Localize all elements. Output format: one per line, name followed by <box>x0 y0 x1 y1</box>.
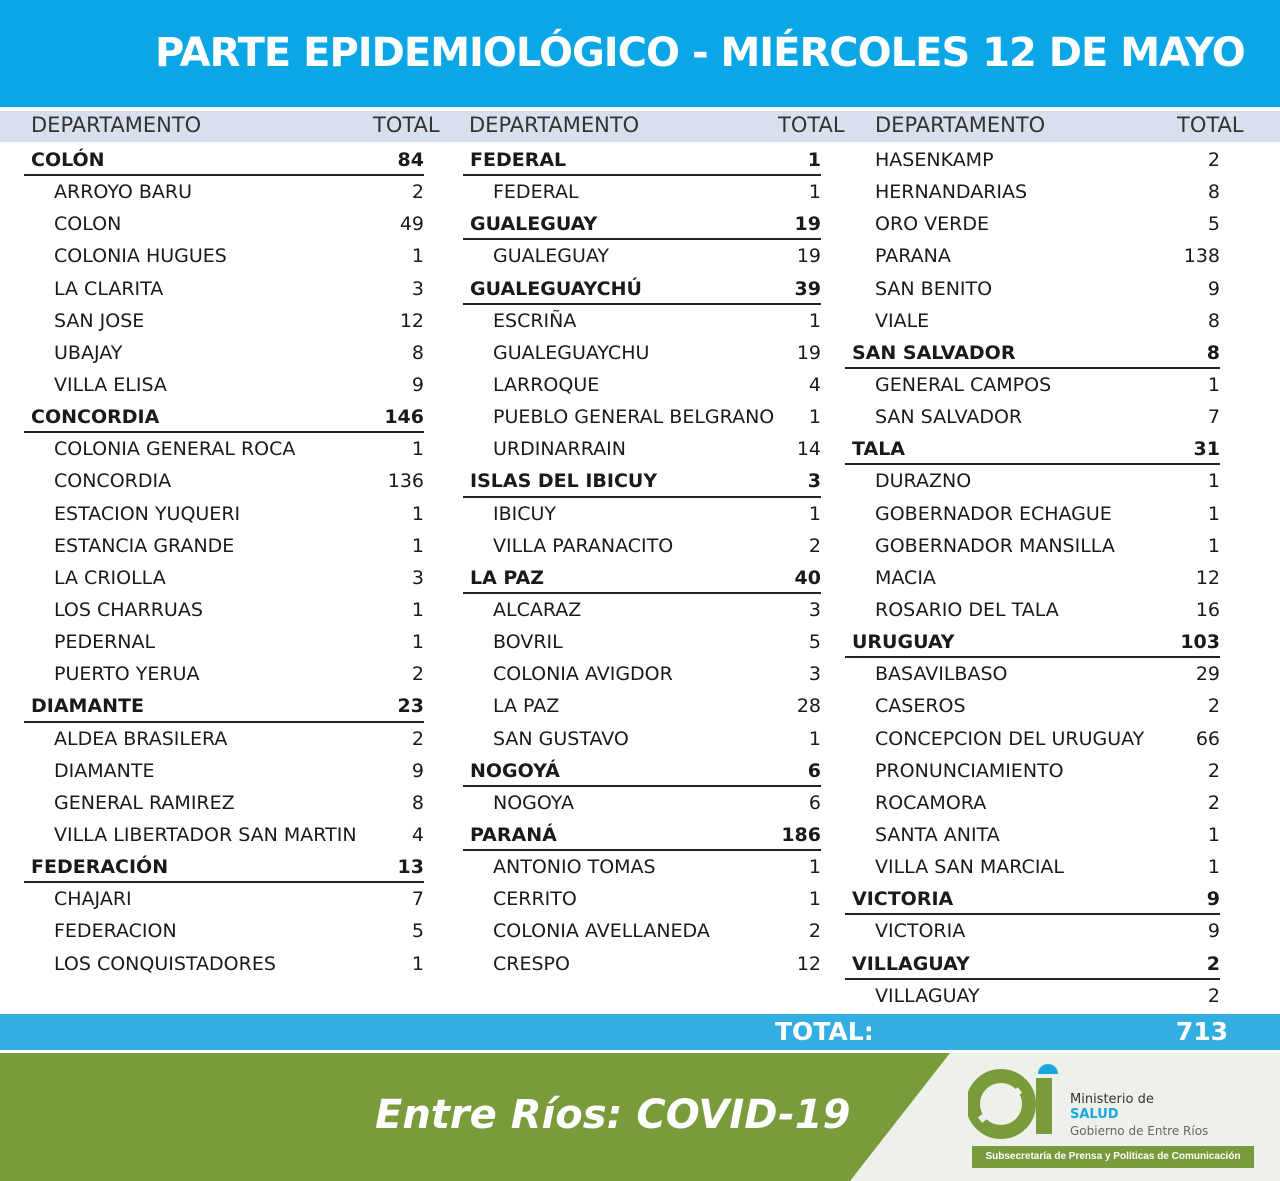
row-total: 3 <box>411 566 424 589</box>
locality-row <box>463 626 821 658</box>
row-name: LA CLARITA <box>54 277 164 300</box>
row-name: ISLAS DEL IBICUY <box>470 470 658 493</box>
row-name: VIALE <box>875 309 930 332</box>
department-row <box>24 851 424 883</box>
row-name: TALA <box>852 438 906 461</box>
locality-row <box>845 980 1220 1012</box>
row-total: 19 <box>796 245 821 268</box>
locality-row <box>845 208 1220 240</box>
row-total: 2 <box>1207 695 1220 718</box>
row-name: SAN GUSTAVO <box>493 727 629 750</box>
row-name: ROCAMORA <box>875 791 987 814</box>
col1-header-total: TOTAL <box>373 113 440 137</box>
row-total: 28 <box>796 695 821 718</box>
row-total: 29 <box>1195 663 1220 686</box>
row-name: GOBERNADOR MANSILLA <box>875 534 1115 557</box>
row-total: 1 <box>411 502 424 525</box>
row-total: 66 <box>1195 727 1220 750</box>
row-name: MACIA <box>875 566 936 589</box>
row-total: 14 <box>796 438 821 461</box>
row-total: 4 <box>411 823 424 846</box>
row-total: 2 <box>1207 791 1220 814</box>
row-total: 31 <box>1193 438 1220 461</box>
row-name: PRONUNCIAMIENTO <box>875 759 1064 782</box>
department-row <box>24 690 424 722</box>
row-name: DURAZNO <box>875 470 972 493</box>
row-name: HASENKAMP <box>875 149 994 171</box>
department-row <box>463 562 821 594</box>
row-name: NOGOYÁ <box>470 759 560 782</box>
row-name: ESTACION YUQUERI <box>54 502 241 525</box>
row-total: 9 <box>1207 277 1220 300</box>
locality-row <box>24 337 424 369</box>
locality-row <box>463 723 821 755</box>
row-name: VILLAGUAY <box>852 952 970 975</box>
footer-slogan: Entre Ríos: COVID-19 <box>375 1092 851 1138</box>
locality-row <box>463 787 821 819</box>
row-total: 2 <box>808 920 821 943</box>
row-total: 1 <box>411 952 424 975</box>
row-total: 2 <box>808 534 821 557</box>
row-total: 2 <box>1207 149 1220 171</box>
row-total: 23 <box>397 695 424 718</box>
row-name: IBICUY <box>493 502 557 525</box>
locality-row <box>463 594 821 626</box>
row-total: 9 <box>1206 888 1220 911</box>
row-name: CRESPO <box>493 952 570 975</box>
row-total: 12 <box>1195 566 1220 589</box>
row-total: 1 <box>411 631 424 654</box>
row-name: COLON <box>54 213 122 236</box>
row-name: CONCEPCION DEL URUGUAY <box>875 727 1145 750</box>
locality-row <box>24 658 424 690</box>
row-total: 5 <box>808 631 821 654</box>
row-total: 3 <box>808 598 821 621</box>
col3-header-total: TOTAL <box>1177 113 1244 137</box>
row-total: 9 <box>411 373 424 396</box>
row-total: 8 <box>1206 341 1220 364</box>
locality-row <box>463 305 821 337</box>
row-name: URDINARRAIN <box>493 438 626 461</box>
row-total: 1 <box>808 309 821 332</box>
row-total: 2 <box>1207 984 1220 1007</box>
row-name: URUGUAY <box>852 631 955 654</box>
row-total: 1 <box>807 149 821 171</box>
department-row <box>845 337 1220 369</box>
row-total: 1 <box>1207 534 1220 557</box>
row-total: 1 <box>808 181 821 204</box>
locality-row <box>24 240 424 272</box>
row-total: 2 <box>411 727 424 750</box>
row-name: VILLA SAN MARCIAL <box>875 856 1065 879</box>
row-name: PUEBLO GENERAL BELGRANO <box>493 406 775 429</box>
row-name: HERNANDARIAS <box>875 181 1028 204</box>
locality-row <box>463 915 821 947</box>
department-row <box>463 144 821 176</box>
row-name: ORO VERDE <box>875 213 989 236</box>
row-total: 1 <box>1207 502 1220 525</box>
row-name: BASAVILBASO <box>875 663 1008 686</box>
department-row <box>463 755 821 787</box>
row-total: 12 <box>399 309 424 332</box>
row-total: 13 <box>397 856 424 879</box>
row-name: ANTONIO TOMAS <box>493 856 656 879</box>
department-row <box>463 465 821 497</box>
row-name: ROSARIO DEL TALA <box>875 598 1059 621</box>
total-value: 713 <box>1175 1017 1228 1046</box>
total-label: TOTAL: <box>775 1017 874 1046</box>
locality-row <box>845 369 1220 401</box>
row-name: COLONIA GENERAL ROCA <box>54 438 296 461</box>
locality-row <box>463 240 821 272</box>
row-name: LARROQUE <box>493 373 600 396</box>
row-name: FEDERACION <box>54 920 177 943</box>
locality-row <box>24 819 424 851</box>
row-total: 8 <box>1207 309 1220 332</box>
locality-row <box>24 883 424 915</box>
locality-row <box>24 948 424 980</box>
row-total: 138 <box>1183 245 1220 268</box>
row-name: GENERAL RAMIREZ <box>54 791 235 814</box>
locality-row <box>463 176 821 208</box>
row-name: ALCARAZ <box>493 598 582 621</box>
row-name: GUALEGUAY <box>493 245 609 268</box>
row-name: LA PAZ <box>470 566 545 589</box>
row-name: DIAMANTE <box>54 759 155 782</box>
locality-row <box>463 690 821 722</box>
locality-row <box>463 658 821 690</box>
row-name: COLONIA AVIGDOR <box>493 663 673 686</box>
row-total: 12 <box>796 952 821 975</box>
row-name: BOVRIL <box>493 631 563 654</box>
locality-row <box>845 498 1220 530</box>
page-title: PARTE EPIDEMIOLÓGICO - MIÉRCOLES 12 DE MAYO <box>155 30 1245 76</box>
ministry-line-2: SALUD <box>1070 1107 1119 1122</box>
row-total: 49 <box>399 213 424 236</box>
locality-row <box>24 594 424 626</box>
row-total: 5 <box>411 920 424 943</box>
row-total: 8 <box>411 791 424 814</box>
row-total: 6 <box>808 791 821 814</box>
row-total: 4 <box>808 373 821 396</box>
locality-row <box>463 530 821 562</box>
row-total: 39 <box>794 277 821 300</box>
col1-header-dept: DEPARTAMENTO <box>31 113 202 137</box>
locality-row <box>463 883 821 915</box>
row-name: VILLA PARANACITO <box>493 534 674 557</box>
row-total: 1 <box>808 727 821 750</box>
row-name: UBAJAY <box>54 341 123 364</box>
row-total: 1 <box>808 502 821 525</box>
row-total: 9 <box>411 759 424 782</box>
locality-row <box>24 369 424 401</box>
row-total: 1 <box>411 534 424 557</box>
locality-row <box>24 465 424 497</box>
locality-row <box>845 562 1220 594</box>
locality-row <box>24 562 424 594</box>
row-name: VICTORIA <box>852 888 954 911</box>
row-total: 103 <box>1180 631 1220 654</box>
locality-row <box>845 144 1220 176</box>
locality-row <box>463 401 821 433</box>
column-3 <box>845 144 1220 1012</box>
row-name: ARROYO BARU <box>54 181 193 204</box>
department-row <box>24 144 424 176</box>
row-name: VILLA LIBERTADOR SAN MARTIN <box>54 823 357 846</box>
locality-row <box>24 305 424 337</box>
locality-row <box>463 498 821 530</box>
row-name: GENERAL CAMPOS <box>875 373 1052 396</box>
row-name: SANTA ANITA <box>875 823 1000 846</box>
row-name: PUERTO YERUA <box>54 663 200 686</box>
locality-row <box>463 948 821 980</box>
locality-row <box>24 915 424 947</box>
locality-row <box>463 851 821 883</box>
department-row <box>845 433 1220 465</box>
row-total: 19 <box>796 341 821 364</box>
row-name: GUALEGUAY <box>470 213 598 236</box>
column-1 <box>24 144 424 980</box>
locality-row <box>845 273 1220 305</box>
row-name: LOS CONQUISTADORES <box>54 952 276 975</box>
row-total: 7 <box>1207 406 1220 429</box>
row-total: 2 <box>411 663 424 686</box>
row-name: SAN SALVADOR <box>875 406 1023 429</box>
locality-row <box>24 530 424 562</box>
row-name: LOS CHARRUAS <box>54 598 203 621</box>
locality-row <box>24 273 424 305</box>
row-name: CONCORDIA <box>54 470 172 493</box>
locality-row <box>845 305 1220 337</box>
locality-row <box>463 433 821 465</box>
locality-row <box>24 176 424 208</box>
row-total: 2 <box>411 181 424 204</box>
locality-row <box>463 337 821 369</box>
row-name: SAN SALVADOR <box>852 341 1016 364</box>
locality-row <box>24 208 424 240</box>
locality-row <box>24 498 424 530</box>
locality-row <box>24 787 424 819</box>
row-name: ESCRIÑA <box>493 309 577 332</box>
locality-row <box>845 851 1220 883</box>
row-name: ALDEA BRASILERA <box>54 727 228 750</box>
col3-header-dept: DEPARTAMENTO <box>875 113 1046 137</box>
row-name: FEDERAL <box>470 149 567 171</box>
row-total: 1 <box>1207 823 1220 846</box>
row-total: 1 <box>1207 856 1220 879</box>
row-name: PEDERNAL <box>54 631 156 654</box>
col2-header-dept: DEPARTAMENTO <box>469 113 640 137</box>
ministry-line-1: Ministerio de <box>1070 1092 1154 1107</box>
row-name: NOGOYA <box>493 791 574 814</box>
row-total: 1 <box>1207 373 1220 396</box>
ministry-line-3: Gobierno de Entre Ríos <box>1070 1124 1209 1138</box>
row-name: LA CRIOLLA <box>54 566 166 589</box>
row-name: CONCORDIA <box>31 406 160 429</box>
row-name: CASEROS <box>875 695 966 718</box>
row-total: 19 <box>794 213 821 236</box>
department-row <box>463 208 821 240</box>
department-row <box>463 273 821 305</box>
locality-row <box>845 401 1220 433</box>
locality-row <box>845 176 1220 208</box>
row-total: 136 <box>387 470 424 493</box>
row-total: 3 <box>807 470 821 493</box>
row-total: 186 <box>781 823 821 846</box>
row-name: COLONIA AVELLANEDA <box>493 920 710 943</box>
er-logo-icon <box>968 1062 1068 1142</box>
row-name: FEDERAL <box>493 181 579 204</box>
row-name: VILLAGUAY <box>875 984 980 1007</box>
locality-row <box>845 240 1220 272</box>
row-name: CERRITO <box>493 888 577 911</box>
row-name: FEDERACIÓN <box>31 856 169 879</box>
row-name: GUALEGUAYCHU <box>493 341 650 364</box>
row-total: 1 <box>411 245 424 268</box>
row-name: GUALEGUAYCHÚ <box>470 277 642 300</box>
row-name: ESTANCIA GRANDE <box>54 534 235 557</box>
column-2 <box>463 144 821 980</box>
locality-row <box>845 915 1220 947</box>
locality-row <box>845 819 1220 851</box>
subsecretaria-label: Subsecretaría de Prensa y Políticas de Comunicación <box>972 1146 1254 1168</box>
row-name: PARANA <box>875 245 951 268</box>
department-row <box>463 819 821 851</box>
department-row <box>845 626 1220 658</box>
row-total: 7 <box>411 888 424 911</box>
row-total: 1 <box>411 438 424 461</box>
row-name: CHAJARI <box>54 888 132 911</box>
row-total: 3 <box>411 277 424 300</box>
row-total: 9 <box>1207 920 1220 943</box>
row-total: 1 <box>1207 470 1220 493</box>
row-total: 2 <box>1206 952 1220 975</box>
locality-row <box>845 465 1220 497</box>
row-total: 8 <box>1207 181 1220 204</box>
row-total: 2 <box>1207 759 1220 782</box>
row-name: DIAMANTE <box>31 695 144 718</box>
locality-row <box>845 755 1220 787</box>
locality-row <box>24 626 424 658</box>
department-row <box>24 401 424 433</box>
row-total: 1 <box>808 888 821 911</box>
row-total: 5 <box>1207 213 1220 236</box>
locality-row <box>845 530 1220 562</box>
row-name: COLÓN <box>31 149 105 171</box>
row-total: 1 <box>808 406 821 429</box>
row-total: 1 <box>808 856 821 879</box>
locality-row <box>24 755 424 787</box>
row-total: 8 <box>411 341 424 364</box>
row-total: 3 <box>808 663 821 686</box>
locality-row <box>845 690 1220 722</box>
locality-row <box>845 787 1220 819</box>
locality-row <box>24 433 424 465</box>
row-name: VILLA ELISA <box>54 373 167 396</box>
row-total: 16 <box>1195 598 1220 621</box>
row-name: COLONIA HUGUES <box>54 245 227 268</box>
row-name: VICTORIA <box>875 920 966 943</box>
locality-row <box>463 369 821 401</box>
row-total: 84 <box>397 149 424 171</box>
row-name: LA PAZ <box>493 695 560 718</box>
row-name: SAN BENITO <box>875 277 993 300</box>
row-total: 6 <box>807 759 821 782</box>
department-row <box>845 883 1220 915</box>
locality-row <box>24 723 424 755</box>
department-row <box>845 948 1220 980</box>
row-total: 40 <box>794 566 821 589</box>
locality-row <box>845 594 1220 626</box>
locality-row <box>845 658 1220 690</box>
total-bar <box>0 1014 1280 1050</box>
locality-row <box>845 723 1220 755</box>
row-total: 1 <box>411 598 424 621</box>
row-total: 146 <box>384 406 424 429</box>
row-name: SAN JOSE <box>54 309 145 332</box>
row-name: PARANÁ <box>470 823 557 846</box>
col2-header-total: TOTAL <box>778 113 845 137</box>
row-name: GOBERNADOR ECHAGUE <box>875 502 1112 525</box>
